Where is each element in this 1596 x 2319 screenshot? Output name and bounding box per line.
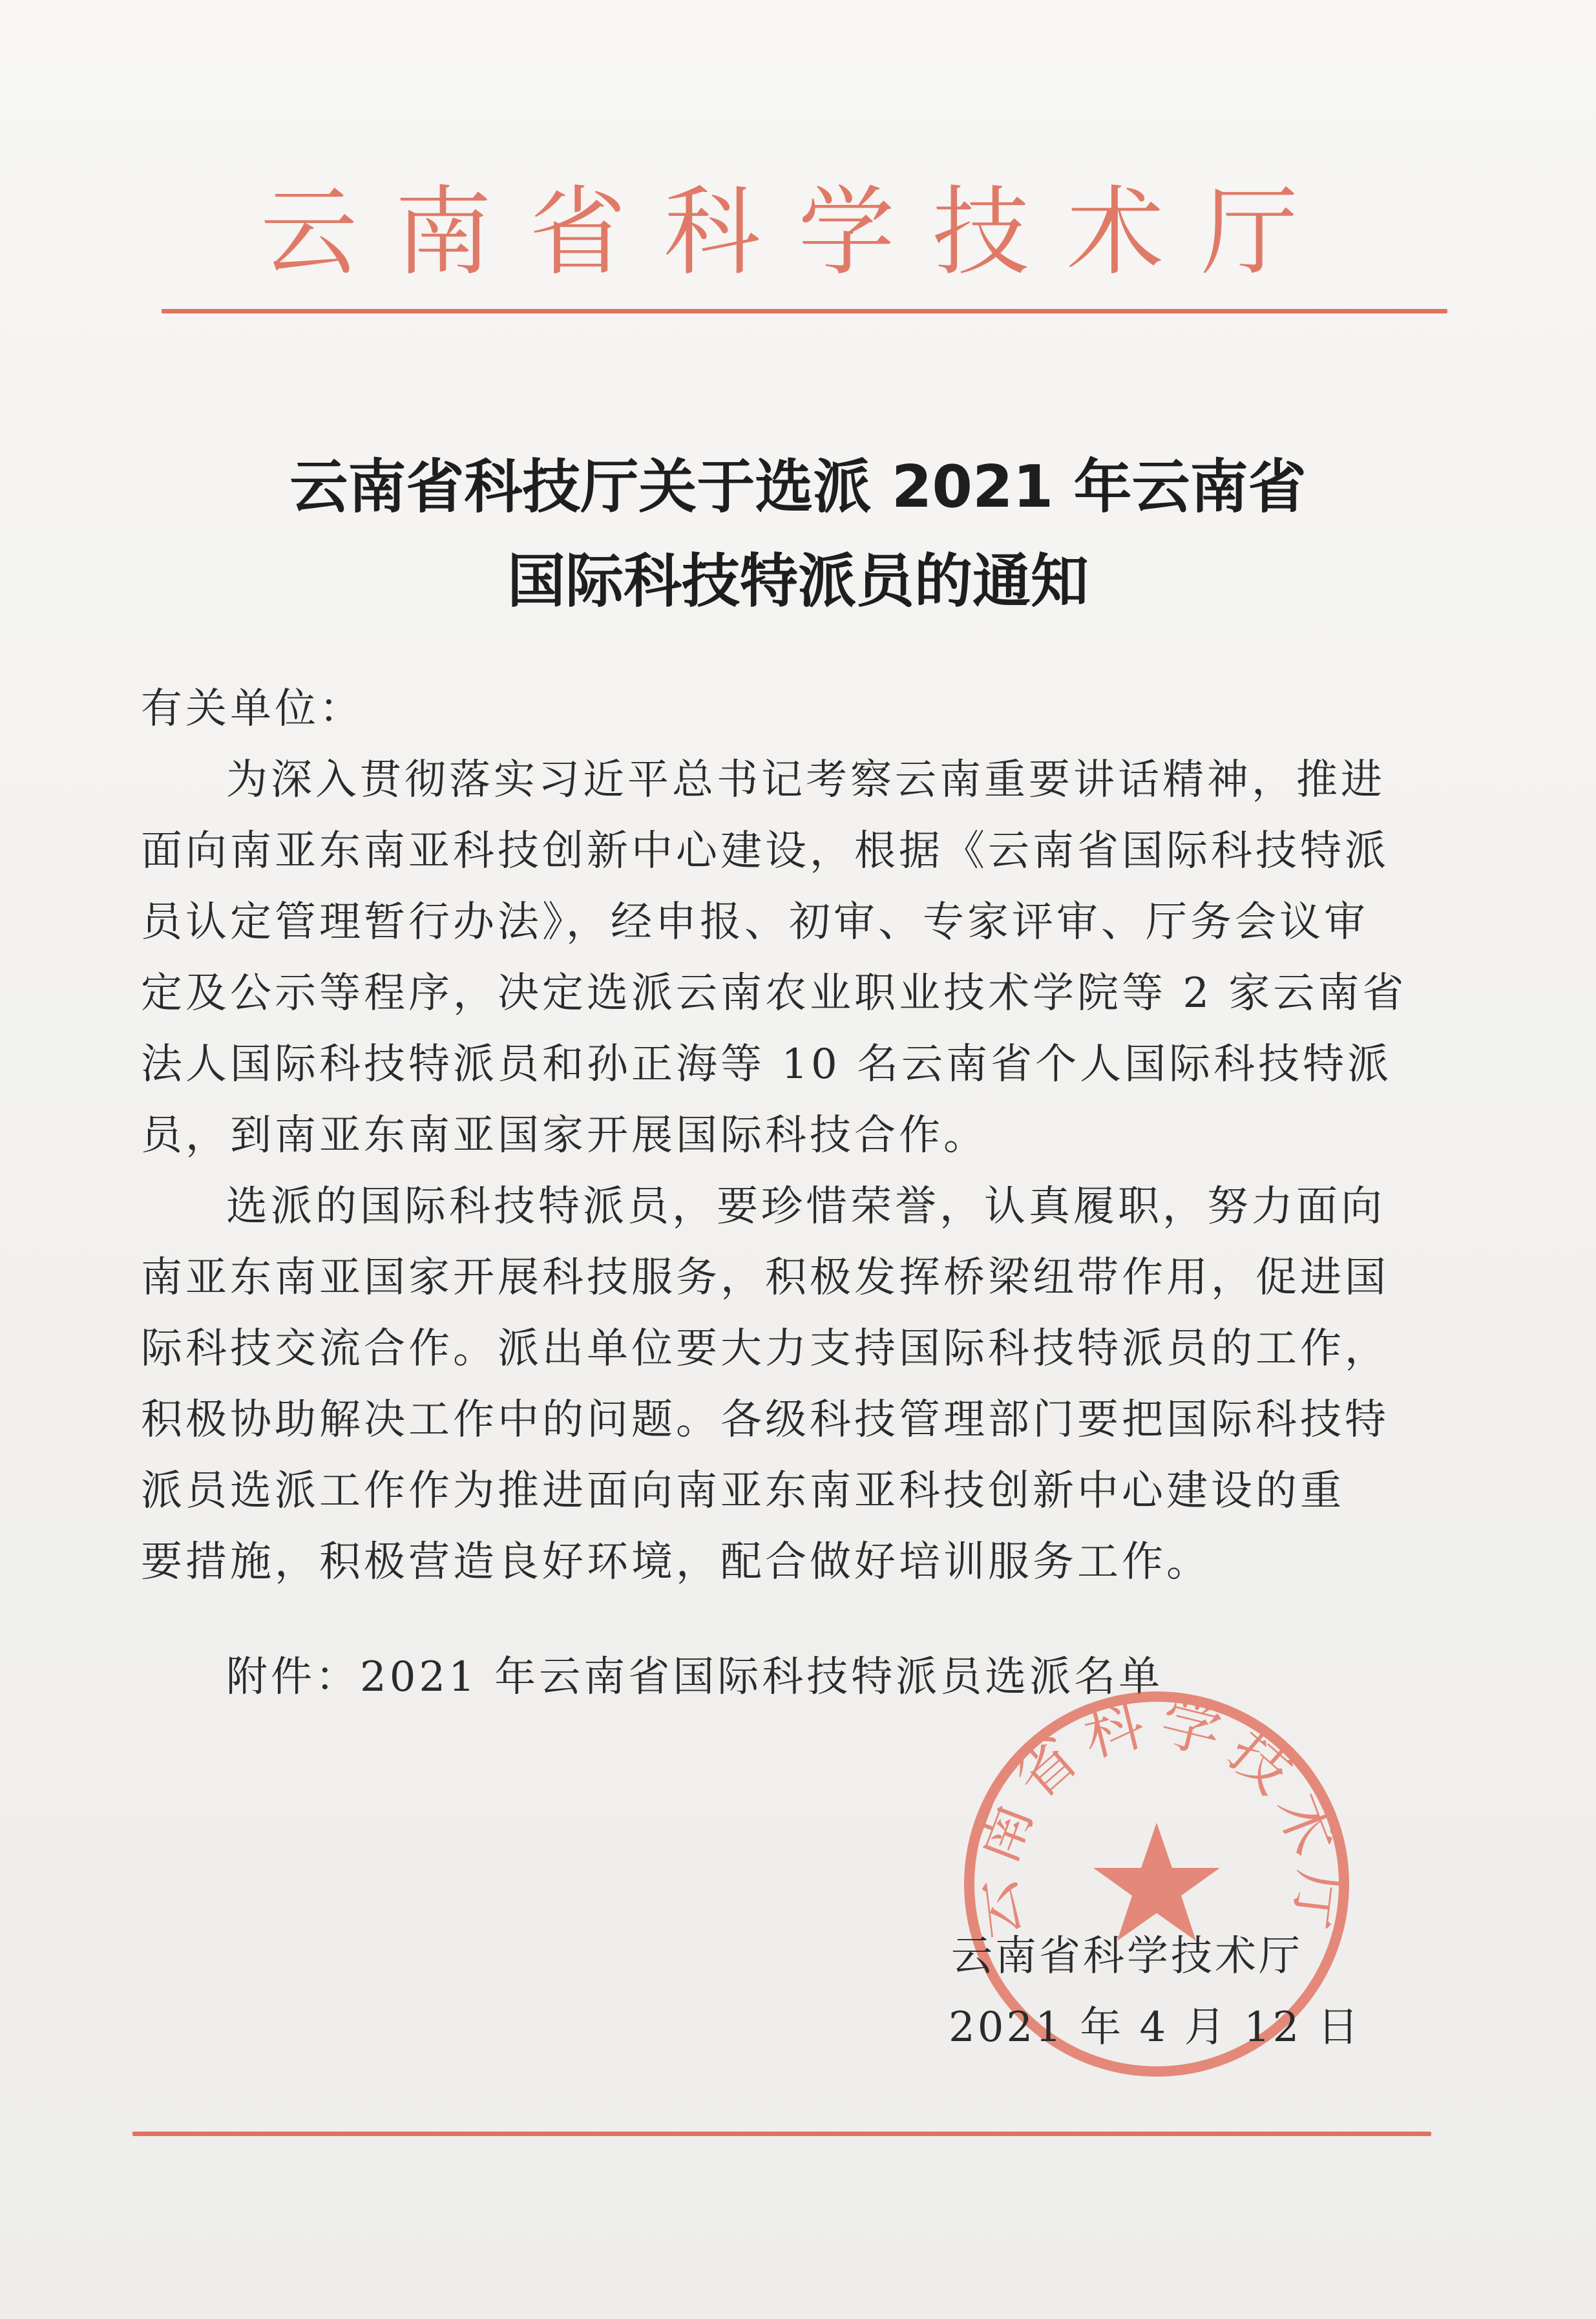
document-title-line-1: 云南省科技厅关于选派 2021 年云南省	[289, 453, 1307, 521]
paragraph-1-line: 员认定管理暂行办法》，经申报、初审、专家评审、厅务会议审	[141, 898, 1369, 946]
paragraph-1-line: 面向南亚东南亚科技创新中心建设，根据《云南省国际科技特派	[141, 827, 1389, 875]
paragraph-2-line: 派员选派工作作为推进面向南亚东南亚科技创新中心建设的重	[141, 1467, 1345, 1515]
paragraph-2-line: 际科技交流合作。派出单位要大力支持国际科技特派员的工作，	[141, 1325, 1389, 1373]
signature-organization: 云南省科学技术厅	[951, 1932, 1303, 1980]
seal-text: 云南省科学技术厅	[956, 1686, 1357, 1943]
paragraph-2-line: 南亚东南亚国家开展科技服务，积极发挥桥梁纽带作用，促进国	[141, 1254, 1389, 1302]
paragraph-1-line: 定及公示等程序，决定选派云南农业职业技术学院等 2 家云南省	[141, 969, 1407, 1017]
letterhead-red-rule	[162, 309, 1447, 313]
salutation: 有关单位：	[141, 685, 364, 733]
letterhead-title: 云南省科学技术厅	[260, 176, 1336, 289]
paragraph-2-line: 积极协助解决工作中的问题。各级科技管理部门要把国际科技特	[141, 1396, 1389, 1444]
signature-date: 2021 年 4 月 12 日	[949, 2004, 1361, 2051]
paragraph-1-line: 法人国际科技特派员和孙正海等 10 名云南省个人国际科技特派	[141, 1041, 1392, 1088]
attachment-note: 附件：2021 年云南省国际科技特派员选派名单	[226, 1653, 1164, 1701]
paragraph-1-line: 员，到南亚东南亚国家开展国际科技合作。	[141, 1112, 988, 1160]
document-title-line-2: 国际科技特派员的通知	[507, 547, 1089, 615]
paragraph-2-line: 要措施，积极营造良好环境，配合做好培训服务工作。	[141, 1538, 1211, 1586]
paragraph-1-line: 为深入贯彻落实习近平总书记考察云南重要讲话精神，推进	[226, 756, 1385, 804]
footer-red-rule	[132, 2132, 1431, 2136]
paragraph-2-line: 选派的国际科技特派员，要珍惜荣誉，认真履职，努力面向	[226, 1183, 1385, 1231]
